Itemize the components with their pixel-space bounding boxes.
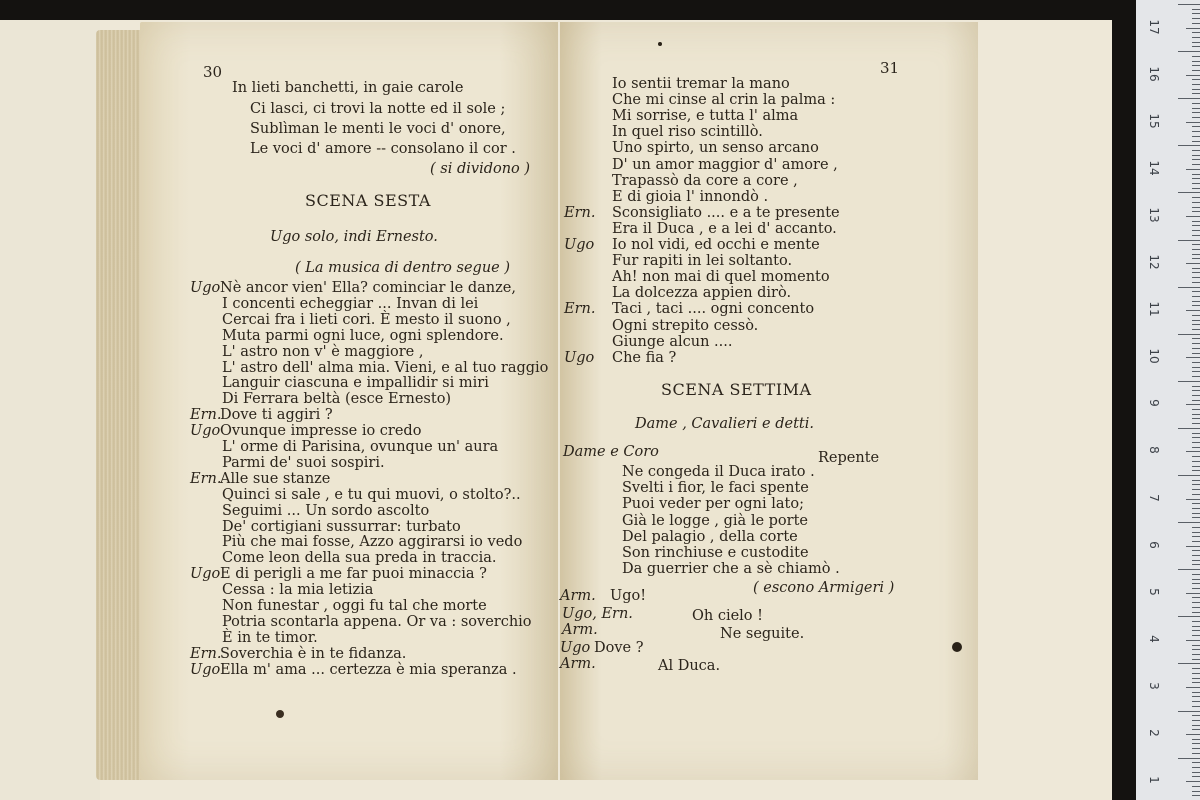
scene-title: SCENA SESTA — [305, 191, 431, 210]
stage-direction: ( La musica di dentro segue ) — [295, 260, 511, 276]
ruler-tick — [1192, 748, 1200, 749]
ruler-tick — [1192, 447, 1200, 448]
ruler-tick — [1192, 409, 1200, 410]
ruler-tick — [1192, 621, 1200, 622]
verse-line: Taci , taci .... ogni concento — [612, 301, 815, 318]
speaker-label: Ugo, Ern. — [562, 606, 633, 622]
verse-line: Ella m' ama ... certezza è mia speranza . — [220, 661, 517, 678]
ruler-number: 16 — [1147, 66, 1161, 82]
verse-line: Seguimi ... Un sordo ascolto — [222, 502, 430, 519]
verse-line: Al Duca. — [658, 658, 721, 674]
verse-line: Repente — [818, 450, 880, 466]
ruler-tick — [1192, 692, 1200, 693]
ruler-tick — [1192, 418, 1200, 419]
ruler-tick — [1192, 141, 1200, 142]
ruler-tick — [1192, 791, 1200, 792]
verse-line: Che fia ? — [612, 349, 677, 366]
ruler-tick — [1192, 767, 1200, 768]
ruler-tick — [1192, 32, 1200, 33]
ruler-tick — [1178, 475, 1200, 476]
ruler-tick — [1192, 46, 1200, 47]
ruler-tick — [1192, 433, 1200, 434]
verse-line: Io nol vidi, ed occhi e mente — [612, 237, 820, 253]
ruler-tick — [1192, 70, 1200, 71]
ruler-tick — [1186, 357, 1200, 358]
ruler-number: 11 — [1147, 301, 1161, 317]
ruler-tick — [1192, 272, 1200, 273]
page-number: 30 — [203, 63, 223, 81]
verse-line: Nè ancor vien' Ella? cominciar le danze, — [220, 280, 516, 296]
ruler-tick — [1192, 484, 1200, 485]
ruler-tick — [1192, 254, 1200, 255]
ruler-tick — [1192, 729, 1200, 730]
ruler-tick — [1192, 329, 1200, 330]
stage-direction: ( escono Armigeri ) — [753, 580, 895, 596]
ruler-tick — [1192, 597, 1200, 598]
ruler-tick — [1192, 743, 1200, 744]
verse-line: Fur rapiti in lei soltanto. — [612, 253, 793, 270]
verse-line: Svelti i fior, le faci spente — [622, 480, 809, 497]
verse-line: Più che mai fosse, Azzo aggirarsi io vedo — [222, 534, 523, 551]
verse-line: Alle sue stanze — [220, 470, 331, 487]
ruler-tick — [1192, 513, 1200, 514]
ruler-tick — [1192, 630, 1200, 631]
ruler-tick — [1192, 503, 1200, 504]
verse-line: Trapassò da core a core , — [612, 172, 798, 189]
ruler-tick — [1192, 494, 1200, 495]
ruler-tick — [1192, 13, 1200, 14]
ruler-tick — [1192, 42, 1200, 43]
ruler-tick — [1186, 404, 1200, 405]
ruler-tick — [1192, 706, 1200, 707]
ruler-number: 1 — [1147, 776, 1161, 784]
ruler-tick — [1192, 607, 1200, 608]
ruler-tick — [1192, 649, 1200, 650]
ruler-tick — [1178, 98, 1200, 99]
ruler-tick — [1192, 103, 1200, 104]
ruler-tick — [1192, 437, 1200, 438]
ruler-tick — [1192, 390, 1200, 391]
ruler-tick — [1192, 772, 1200, 773]
ruler-number: 17 — [1147, 18, 1161, 35]
verse-line: In lieti banchetti, in gaie carole — [232, 80, 464, 96]
verse-line: E di gioia l' innondò . — [612, 188, 769, 205]
verse-line: Muta parmi ogni luce, ogni splendore. — [222, 327, 504, 344]
verse-line: È in te timor. — [222, 629, 318, 646]
verse-line: I concenti echeggiar ... Invan di lei — [222, 295, 479, 312]
ruler-tick — [1192, 277, 1200, 278]
speaker-label: Ern. — [564, 301, 596, 318]
ruler-tick — [1192, 56, 1200, 57]
ruler-tick — [1186, 310, 1200, 311]
ruler-tick — [1192, 282, 1200, 283]
ruler-tick — [1192, 244, 1200, 245]
ruler-tick — [1192, 18, 1200, 19]
verse-line: Soverchia è in te fidanza. — [220, 645, 407, 662]
verse-line: Mi sorrise, e tutta l' alma — [612, 108, 799, 125]
speaker-label: Ern. — [190, 407, 222, 424]
ruler-tick — [1192, 291, 1200, 292]
dark-background-right — [1112, 0, 1136, 800]
verse-line: Dove ti aggiri ? — [220, 407, 333, 424]
verse-line: Ne congeda il Duca irato . — [622, 464, 815, 480]
verse-line: Era il Duca , e a lei d' accanto. — [612, 220, 837, 237]
verse-line: D' un amor maggior d' amore , — [612, 156, 838, 173]
ruler-tick — [1192, 207, 1200, 208]
verse-line: Sublìman le menti le voci d' onore, — [250, 121, 506, 137]
ruler-number: 14 — [1147, 160, 1161, 176]
ruler-tick — [1186, 122, 1200, 123]
ruler-number: 13 — [1147, 207, 1161, 223]
verse-line: L' orme di Parisina, ovunque un' aura — [222, 439, 499, 455]
verse-line: Ugo! — [610, 588, 647, 604]
ruler-tick — [1192, 89, 1200, 90]
ruler-tick — [1192, 301, 1200, 302]
verse-line: In quel riso scintillò. — [612, 124, 763, 141]
ruler-tick — [1192, 225, 1200, 226]
ruler-tick — [1192, 564, 1200, 565]
verse-line: Da guerrier che a sè chiamò . — [622, 561, 840, 578]
verse-line: Che mi cinse al crin la palma : — [612, 92, 836, 109]
ruler-tick — [1192, 164, 1200, 165]
ruler-tick — [1192, 305, 1200, 306]
verse-line: Parmi de' suoi sospiri. — [222, 454, 385, 471]
ruler-tick — [1192, 739, 1200, 740]
ruler-tick — [1192, 508, 1200, 509]
ruler-tick — [1192, 753, 1200, 754]
verse-line: Dove ? — [594, 640, 644, 656]
verse-line: Giunge alcun .... — [612, 333, 733, 350]
speaker-label: Ugo — [190, 661, 221, 678]
ruler-tick — [1192, 682, 1200, 683]
ruler-tick — [1192, 579, 1200, 580]
ruler-tick — [1186, 546, 1200, 547]
ruler-tick — [1192, 362, 1200, 363]
ruler-tick — [1186, 169, 1200, 170]
verse-line: E di perigli a me far puoi minaccia ? — [220, 566, 487, 583]
scene-title: SCENA SETTIMA — [661, 380, 812, 399]
ruler-tick — [1192, 456, 1200, 457]
ruler-tick — [1192, 541, 1200, 542]
ruler-tick — [1178, 192, 1200, 193]
verse-line: Cercai fra i lieti cori. È mesto il suono , — [222, 311, 511, 328]
ruler-tick — [1192, 423, 1200, 424]
ruler-tick — [1192, 268, 1200, 269]
ruler-tick — [1178, 145, 1200, 146]
ruler-tick — [1192, 376, 1200, 377]
ruler-number: 9 — [1147, 399, 1161, 408]
ruler-tick — [1192, 470, 1200, 471]
verse-line: Di Ferrara beltà (esce Ernesto) — [222, 391, 452, 408]
ruler-tick — [1192, 442, 1200, 443]
verse-line: Son rinchiuse e custodite — [622, 545, 809, 561]
ruler-number: 3 — [1147, 682, 1161, 690]
ruler-tick — [1192, 108, 1200, 109]
ruler-tick — [1192, 720, 1200, 721]
ruler-tick — [1192, 202, 1200, 203]
ruler-tick — [1192, 414, 1200, 415]
ruler-tick — [1192, 395, 1200, 396]
verse-line: Uno spirto, un senso arcano — [612, 140, 819, 157]
verse-line: Come leon della sua preda in traccia. — [222, 550, 497, 567]
ruler-tick — [1178, 663, 1200, 664]
ruler-tick — [1178, 240, 1200, 241]
ruler-tick — [1192, 786, 1200, 787]
ruler-tick — [1192, 249, 1200, 250]
ruler-tick — [1192, 353, 1200, 354]
verse-line: Del palagio , della corte — [622, 528, 798, 545]
measuring-ruler — [1136, 0, 1200, 800]
speaker-label: Ugo — [564, 349, 595, 366]
ruler-tick — [1192, 258, 1200, 259]
dark-background-top — [0, 0, 1200, 20]
ruler-tick — [1192, 517, 1200, 518]
ruler-number: 5 — [1147, 587, 1161, 596]
ruler-tick — [1186, 499, 1200, 500]
ruler-tick — [1192, 348, 1200, 349]
ruler-tick — [1192, 174, 1200, 175]
speaker-label: Dame e Coro — [563, 444, 659, 460]
ruler-tick — [1178, 334, 1200, 335]
scene-subtitle: Dame , Cavalieri e detti. — [635, 416, 814, 432]
ruler-tick — [1192, 178, 1200, 179]
ruler-tick — [1186, 593, 1200, 594]
ruler-tick — [1192, 320, 1200, 321]
speaker-label: Ern. — [564, 204, 596, 221]
ruler-tick — [1192, 112, 1200, 113]
ruler-tick — [1192, 9, 1200, 10]
ruler-tick — [1192, 762, 1200, 763]
ruler-tick — [1192, 550, 1200, 551]
ruler-tick — [1192, 673, 1200, 674]
ruler-tick — [1192, 221, 1200, 222]
ruler-tick — [1192, 466, 1200, 467]
ruler-tick — [1192, 678, 1200, 679]
speaker-label: Ern. — [190, 645, 222, 662]
ruler-tick — [1192, 131, 1200, 132]
ruler-tick — [1192, 386, 1200, 387]
ruler-tick — [1192, 626, 1200, 627]
ruler-tick — [1192, 480, 1200, 481]
verse-line: L' astro non v' è maggiore , — [222, 343, 424, 360]
ruler-tick — [1192, 343, 1200, 344]
ruler-tick — [1192, 701, 1200, 702]
verse-line: Ci lasci, ci trovi la notte ed il sole ; — [250, 101, 506, 117]
ruler-tick — [1178, 522, 1200, 523]
table-surface-left — [0, 20, 100, 800]
speaker-label: Arm. — [562, 622, 598, 638]
verse-line: Le voci d' amore -- consolano il cor . — [250, 141, 516, 157]
ruler-tick — [1186, 781, 1200, 782]
speaker-label: Ugo — [564, 237, 595, 253]
page-number: 31 — [880, 59, 900, 77]
ruler-tick — [1178, 758, 1200, 759]
ruler-tick — [1178, 711, 1200, 712]
verse-line: De' cortigiani sussurrar: turbato — [222, 518, 461, 535]
stage-direction: ( si dividono ) — [430, 161, 531, 177]
ruler-tick — [1192, 296, 1200, 297]
ruler-number: 2 — [1147, 729, 1161, 737]
speaker-label: Ugo — [190, 280, 221, 296]
ruler-tick — [1192, 527, 1200, 528]
ruler-tick — [1192, 555, 1200, 556]
right-page — [560, 22, 978, 780]
ruler-tick — [1192, 560, 1200, 561]
ruler-tick — [1192, 588, 1200, 589]
ruler-tick — [1178, 4, 1200, 5]
ruler-tick — [1178, 569, 1200, 570]
ruler-tick — [1192, 61, 1200, 62]
ruler-number: 10 — [1147, 348, 1161, 364]
ruler-tick — [1192, 183, 1200, 184]
paper-blemish — [952, 642, 962, 652]
verse-line: Quinci si sale , e tu qui muovi, o stolto?.. — [222, 486, 521, 503]
ruler-tick — [1186, 451, 1200, 452]
verse-line: Ovunque impresse io credo — [220, 423, 422, 440]
ruler-tick — [1192, 126, 1200, 127]
verse-line: L' astro dell' alma mia. Vieni, e al tuo raggio — [222, 359, 549, 376]
ruler-tick — [1192, 612, 1200, 613]
ruler-tick — [1192, 371, 1200, 372]
verse-line: Ah! non mai di quel momento — [612, 269, 830, 286]
ruler-tick — [1192, 65, 1200, 66]
ruler-tick — [1192, 776, 1200, 777]
ruler-tick — [1192, 338, 1200, 339]
ruler-tick — [1192, 696, 1200, 697]
ruler-tick — [1186, 687, 1200, 688]
ruler-tick — [1192, 37, 1200, 38]
ruler-tick — [1192, 155, 1200, 156]
verse-line: Cessa : la mia letizia — [222, 582, 374, 599]
ruler-tick — [1192, 197, 1200, 198]
speaker-label: Arm. — [560, 588, 596, 604]
ruler-tick — [1192, 84, 1200, 85]
verse-line: Languir ciascuna e impallidir si miri — [222, 375, 489, 392]
verse-line: Già le logge , già le porte — [622, 512, 808, 529]
verse-line: Ogni strepito cessò. — [612, 317, 759, 334]
ruler-tick — [1192, 93, 1200, 94]
ruler-tick — [1178, 616, 1200, 617]
ruler-tick — [1192, 79, 1200, 80]
ruler-tick — [1192, 315, 1200, 316]
ruler-tick — [1192, 117, 1200, 118]
speaker-label: Ugo — [190, 423, 221, 440]
speaker-label: Arm. — [560, 656, 596, 672]
ruler-number: 6 — [1147, 540, 1161, 549]
verse-line: Ne seguite. — [720, 626, 805, 642]
ruler-tick — [1186, 75, 1200, 76]
ruler-tick — [1192, 795, 1200, 796]
verse-line: Sconsigliato .... e a te presente — [612, 204, 840, 221]
ruler-tick — [1178, 51, 1200, 52]
ruler-tick — [1186, 734, 1200, 735]
ruler-tick — [1192, 654, 1200, 655]
ruler-tick — [1192, 211, 1200, 212]
ruler-tick — [1192, 235, 1200, 236]
scene-subtitle: Ugo solo, indi Ernesto. — [270, 229, 438, 245]
book-page-edges — [96, 30, 146, 780]
ruler-tick — [1192, 583, 1200, 584]
left-page — [140, 22, 558, 780]
ruler-tick — [1192, 635, 1200, 636]
ruler-tick — [1178, 381, 1200, 382]
ruler-tick — [1192, 725, 1200, 726]
ruler-tick — [1192, 659, 1200, 660]
ruler-tick — [1186, 263, 1200, 264]
ruler-tick — [1192, 574, 1200, 575]
ruler-number: 7 — [1147, 493, 1161, 502]
verse-line: Oh cielo ! — [692, 608, 763, 624]
ruler-tick — [1192, 645, 1200, 646]
verse-line: Io sentii tremar la mano — [612, 76, 790, 92]
ruler-tick — [1192, 136, 1200, 137]
verse-line: Potria scontarla appena. Or va : soverchio — [222, 613, 532, 630]
ruler-tick — [1186, 640, 1200, 641]
verse-line: La dolcezza appien dirò. — [612, 285, 792, 302]
ruler-tick — [1192, 23, 1200, 24]
speaker-label: Ern. — [190, 470, 222, 487]
ruler-tick — [1192, 150, 1200, 151]
ruler-tick — [1186, 216, 1200, 217]
paper-blemish — [658, 42, 662, 46]
ruler-tick — [1192, 536, 1200, 537]
ruler-tick — [1186, 28, 1200, 29]
ruler-tick — [1192, 188, 1200, 189]
ruler-tick — [1178, 287, 1200, 288]
ruler-tick — [1192, 461, 1200, 462]
speaker-label: Ugo — [190, 566, 221, 583]
ruler-number: 4 — [1147, 635, 1161, 643]
ruler-number: 12 — [1147, 254, 1161, 270]
ruler-number: 8 — [1147, 446, 1161, 455]
ruler-tick — [1192, 400, 1200, 401]
ruler-tick — [1192, 602, 1200, 603]
speaker-label: Ugo — [560, 640, 591, 656]
ruler-tick — [1192, 159, 1200, 160]
ruler-tick — [1192, 324, 1200, 325]
ruler-number: 15 — [1147, 113, 1161, 129]
ruler-tick — [1178, 428, 1200, 429]
ruler-tick — [1192, 230, 1200, 231]
ruler-tick — [1192, 532, 1200, 533]
ruler-tick — [1192, 489, 1200, 490]
paper-blemish — [276, 710, 284, 718]
ruler-tick — [1192, 668, 1200, 669]
ruler-tick — [1192, 715, 1200, 716]
verse-line: Puoi veder per ogni lato; — [622, 496, 804, 513]
ruler-tick — [1192, 367, 1200, 368]
verse-line: Non funestar , oggi fu tal che morte — [222, 598, 487, 614]
